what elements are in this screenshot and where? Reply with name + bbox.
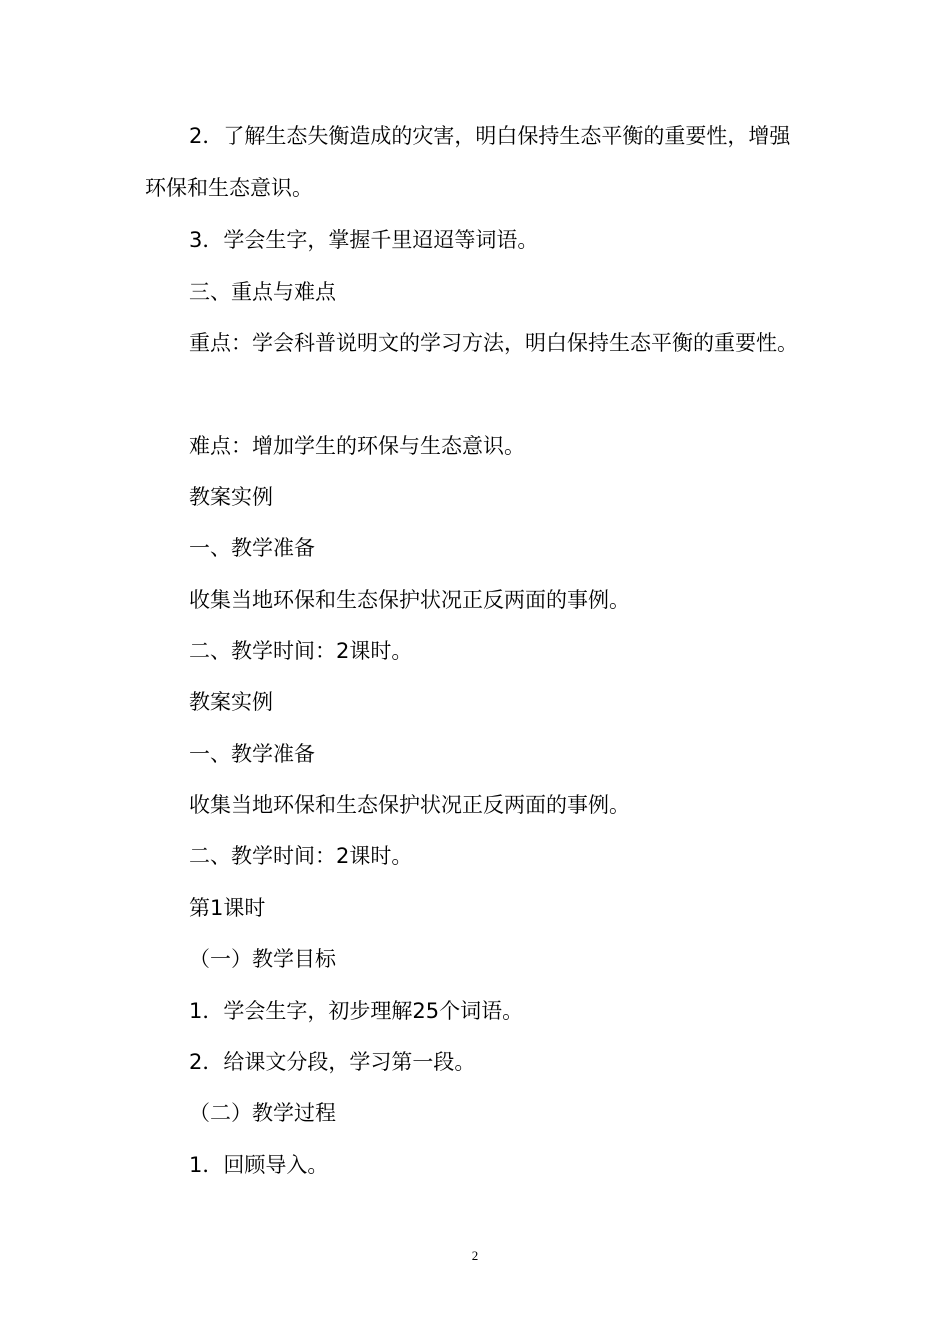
heading-teaching-preparation-2: 一、教学准备	[189, 742, 315, 766]
heading-teaching-time: 二、教学时间：2课时。	[189, 639, 413, 663]
heading-teaching-preparation: 一、教学准备	[189, 536, 315, 560]
paragraph-objective-3: 3．学会生字，掌握千里迢迢等词语。	[189, 228, 539, 252]
heading-lesson-example-2: 教案实例	[189, 690, 273, 714]
paragraph-process-item-1: 1．回顾导入。	[189, 1153, 329, 1177]
paragraph-objective-2: 2．了解生态失衡造成的灾害，明白保持生态平衡的重要性，增强环保和生态意识。	[145, 124, 791, 200]
paragraph-preparation: 收集当地环保和生态保护状况正反两面的事例。	[189, 588, 630, 612]
heading-lesson-1: 第1课时	[189, 896, 266, 920]
paragraph-preparation-2: 收集当地环保和生态保护状况正反两面的事例。	[189, 793, 630, 817]
heading-lesson-example: 教案实例	[189, 485, 273, 509]
heading-key-points: 三、重点与难点	[189, 280, 336, 304]
heading-teaching-objectives: （一）教学目标	[189, 947, 336, 971]
paragraph-objective-item-2: 2．给课文分段，学习第一段。	[189, 1050, 476, 1074]
paragraph-key-point: 重点：学会科普说明文的学习方法，明白保持生态平衡的重要性。	[189, 331, 798, 355]
paragraph-difficult-point: 难点：增加学生的环保与生态意识。	[189, 434, 525, 458]
heading-teaching-time-2: 二、教学时间：2课时。	[189, 844, 413, 868]
page-number: 2	[471, 1248, 479, 1263]
heading-teaching-process: （二）教学过程	[189, 1101, 336, 1125]
paragraph-objective-item-1: 1．学会生字，初步理解25个词语。	[189, 999, 524, 1023]
